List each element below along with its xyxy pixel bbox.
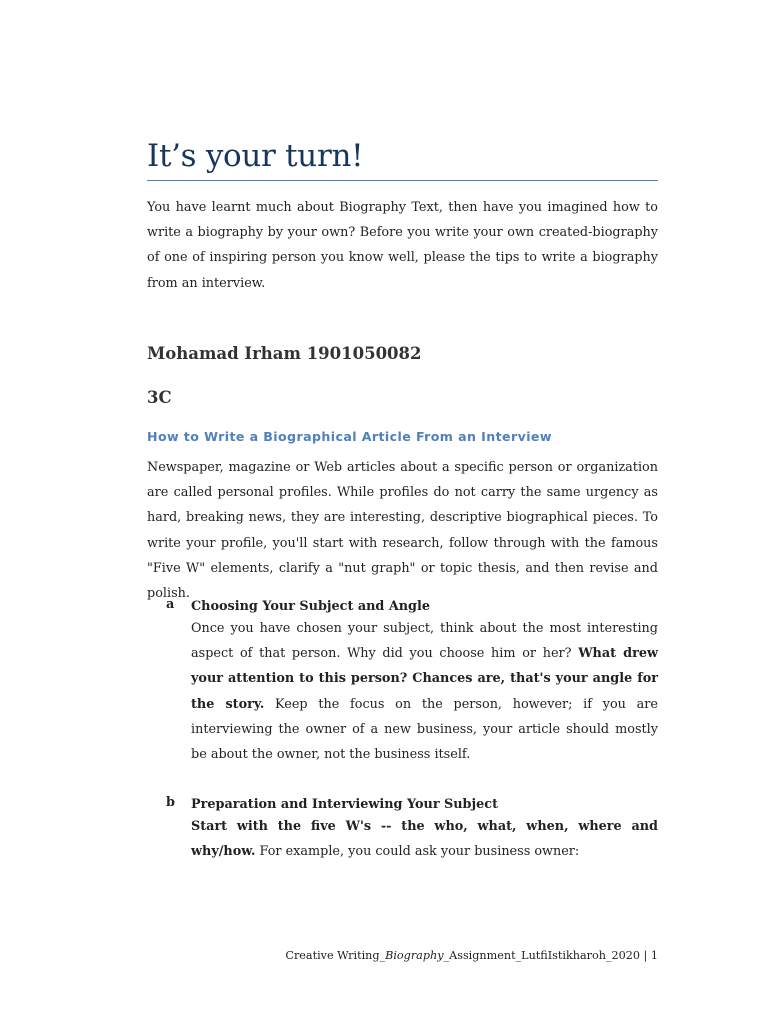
list-item-body — [191, 616, 658, 767]
intro-paragraph: You have learnt much about Biography Text, then have you imagined how to write a biography by your own? Before you write your own created-biography of one of inspiring person you know well, please the tips to write a biography from an interview. — [147, 200, 658, 291]
list-marker: a — [166, 597, 175, 612]
page-title: It’s your turn! — [147, 138, 364, 174]
list-item-body — [191, 814, 658, 864]
body-text: Once you have chosen your subject, think about the most interesting aspect of that person. Why did you choose him or her? — [191, 621, 658, 662]
page-footer — [285, 949, 658, 962]
body-bold-text: What drew your attention to this person? Chances are, that's your angle for the story. — [191, 646, 658, 712]
footer-prefix: Creative Writing_ — [285, 949, 386, 962]
author-name: Mohamad Irham 1901050082 — [147, 344, 422, 363]
list-item-b — [166, 795, 658, 864]
class-label: 3C — [147, 388, 172, 407]
section-heading: How to Write a Biographical Article From an Interview — [147, 429, 552, 444]
list-item-heading: Choosing Your Subject and Angle — [191, 599, 430, 614]
list-item-a — [166, 597, 658, 767]
footer-italic: Biography — [385, 949, 444, 962]
list-item-heading: Preparation and Interviewing Your Subject — [191, 797, 498, 812]
list-marker: b — [166, 795, 175, 810]
body-text: For example, you could ask your business owner: — [255, 844, 580, 860]
profile-paragraph: Newspaper, magazine or Web articles about a specific person or organization are called personal profiles. While profiles do not carry the same urgency as hard, breaking news, they are interesting, descriptive biographical pieces. To write your profile, you'll start with research, follow through with the famous "Five W" elements, clarify a "nut graph" or topic thesis, and then revise and polish. — [147, 460, 658, 602]
footer-suffix: _Assignment_LutfiIstikharoh_2020 | 1 — [443, 949, 658, 962]
body-bold-text: Start with the five W's -- the who, what, when, where and why/how. — [191, 819, 658, 860]
body-text: Keep the focus on the person, however; if you are interviewing the owner of a new business, your article should mostly be about the owner, not the business itself. — [191, 696, 658, 763]
title-underline — [147, 180, 658, 181]
